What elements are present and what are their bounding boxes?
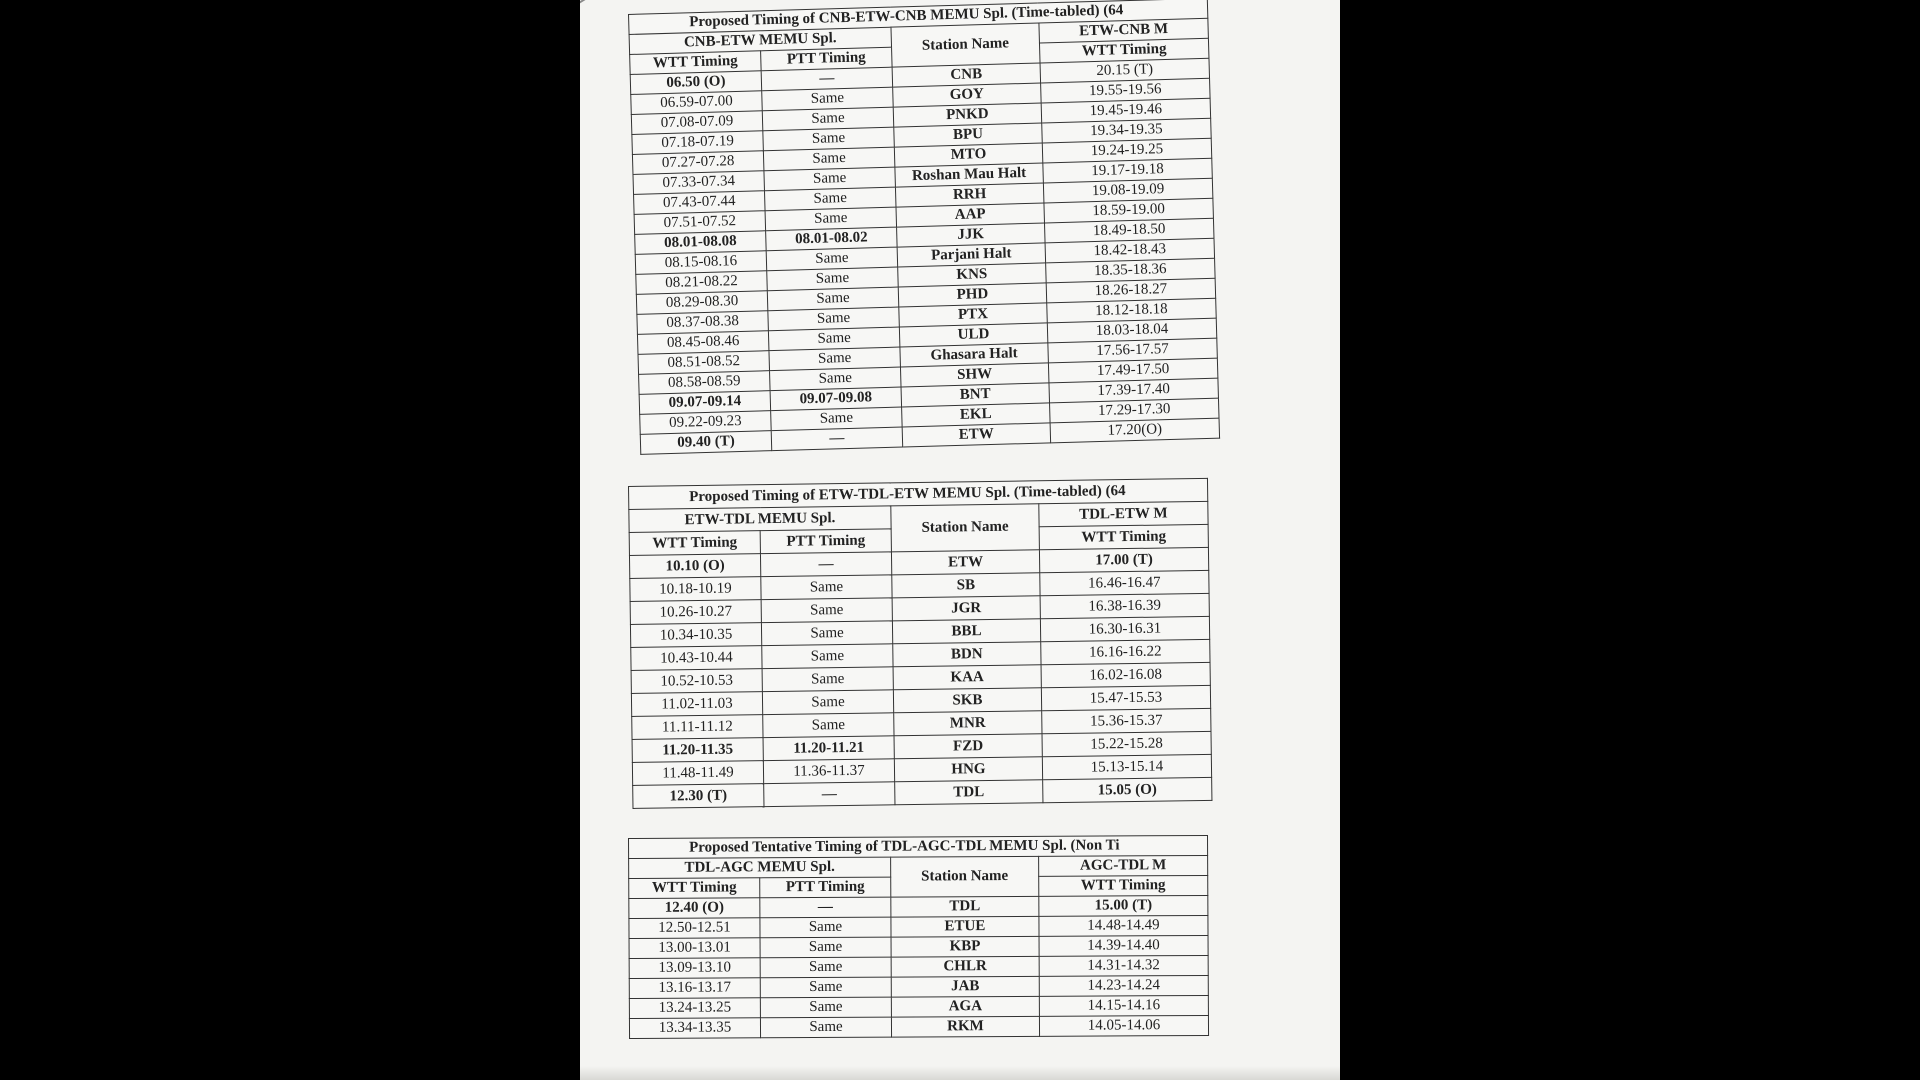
wtt-timing-header: WTT Timing <box>629 878 760 899</box>
ptt-timing-cell: Same <box>762 667 893 692</box>
station-name-cell: FZD <box>894 734 1042 759</box>
wtt-timing-cell: 13.00-13.01 <box>629 938 760 959</box>
station-name-cell: PNKD <box>893 103 1041 127</box>
ptt-timing-cell: Same <box>763 713 894 738</box>
ptt-timing-cell: Same <box>764 167 896 191</box>
ptt-timing-header: PTT Timing <box>761 47 893 71</box>
right-wtt-timing-header: WTT Timing <box>1039 875 1208 896</box>
timetable-1 <box>628 0 1220 455</box>
wtt-timing-cell: 11.48-11.49 <box>632 761 763 786</box>
wtt-timing-cell: 08.21-08.22 <box>636 271 768 295</box>
return-wtt-timing-cell: 18.26-18.27 <box>1046 278 1216 303</box>
wtt-timing-cell: 10.26-10.27 <box>630 600 761 625</box>
return-wtt-timing-cell: 16.46-16.47 <box>1040 570 1209 595</box>
ptt-timing-cell: Same <box>764 187 896 211</box>
return-wtt-timing-cell: 18.35-18.36 <box>1046 258 1216 283</box>
return-wtt-timing-cell: 14.05-14.06 <box>1039 1015 1208 1036</box>
timetable-2 <box>628 478 1212 809</box>
ptt-timing-cell: Same <box>766 247 898 271</box>
ptt-timing-header: PTT Timing <box>760 877 891 898</box>
return-wtt-timing-cell: 15.13-15.14 <box>1042 754 1211 779</box>
ptt-timing-cell: Same <box>762 644 893 669</box>
return-wtt-timing-cell: 16.16-16.22 <box>1041 639 1210 664</box>
table-title: Proposed Tentative Timing of TDL-AGC-TDL MEMU Spl. (Non Ti <box>629 835 1208 858</box>
ptt-timing-cell: 08.01-08.02 <box>766 227 898 251</box>
station-name-cell: BDN <box>893 642 1041 667</box>
station-name-cell: ETW <box>891 550 1039 575</box>
ptt-timing-cell: 11.36-11.37 <box>763 759 894 784</box>
return-wtt-timing-cell: 16.30-16.31 <box>1040 616 1209 641</box>
ptt-timing-cell: Same <box>761 598 892 623</box>
ptt-timing-cell: Same <box>763 147 895 171</box>
wtt-timing-cell: 08.29-08.30 <box>636 291 768 315</box>
right-train-name: ETW-CNB M <box>1039 18 1209 43</box>
wtt-timing-cell: 07.08-07.09 <box>631 111 763 135</box>
return-wtt-timing-cell: 18.42-18.43 <box>1045 238 1215 263</box>
wtt-timing-cell: 10.18-10.19 <box>630 577 761 602</box>
return-wtt-timing-cell: 17.49-17.50 <box>1048 358 1218 383</box>
page-bottom-shadow <box>580 1066 1340 1080</box>
left-train-name: CNB-ETW MEMU Spl. <box>629 27 891 54</box>
wtt-timing-cell: 09.07-09.14 <box>639 391 771 415</box>
return-wtt-timing-cell: 14.15-14.16 <box>1039 995 1208 1016</box>
return-wtt-timing-cell: 19.24-19.25 <box>1042 138 1212 163</box>
return-wtt-timing-cell: 18.49-18.50 <box>1044 218 1214 243</box>
station-name-header: Station Name <box>891 23 1040 67</box>
wtt-timing-cell: 13.24-13.25 <box>629 998 760 1019</box>
wtt-timing-cell: 08.45-08.46 <box>637 331 769 355</box>
ptt-timing-cell: Same <box>760 977 891 998</box>
wtt-timing-cell: 10.43-10.44 <box>631 646 762 671</box>
right-wtt-timing-header: WTT Timing <box>1039 38 1209 63</box>
return-wtt-timing-cell: 18.59-19.00 <box>1044 198 1214 223</box>
timetable-3 <box>628 835 1209 1039</box>
scanned-document-page <box>580 0 1340 1080</box>
station-name-cell: BBL <box>892 619 1040 644</box>
wtt-timing-cell: 06.59-07.00 <box>631 91 763 115</box>
return-wtt-timing-cell: 19.55-19.56 <box>1040 78 1210 103</box>
ptt-timing-cell: — <box>760 897 891 918</box>
station-name-cell: EKL <box>902 403 1050 427</box>
station-name-cell: SHW <box>900 363 1048 387</box>
ptt-timing-cell: Same <box>771 407 903 431</box>
return-wtt-timing-cell: 14.23-14.24 <box>1039 975 1208 996</box>
return-wtt-timing-cell: 17.20(O) <box>1050 418 1220 443</box>
ptt-timing-cell: — <box>761 67 893 91</box>
wtt-timing-cell: 08.01-08.08 <box>635 231 767 255</box>
wtt-timing-cell: 07.18-07.19 <box>632 131 764 155</box>
return-wtt-timing-cell: 16.38-16.39 <box>1040 593 1209 618</box>
wtt-timing-cell: 06.50 (O) <box>630 71 762 95</box>
ptt-timing-cell: Same <box>768 307 900 331</box>
station-name-cell: KAA <box>893 665 1041 690</box>
return-wtt-timing-cell: 20.15 (T) <box>1040 58 1210 83</box>
return-wtt-timing-cell: 14.48-14.49 <box>1039 915 1208 936</box>
return-wtt-timing-cell: 19.17-19.18 <box>1043 158 1213 183</box>
station-name-header: Station Name <box>891 504 1040 552</box>
return-wtt-timing-cell: 15.22-15.28 <box>1042 731 1211 756</box>
station-name-cell: PTX <box>899 303 1047 327</box>
ptt-timing-cell: Same <box>767 267 899 291</box>
station-name-cell: SKB <box>893 688 1041 713</box>
ptt-timing-cell: Same <box>769 347 901 371</box>
return-wtt-timing-cell: 17.39-17.40 <box>1049 378 1219 403</box>
right-train-name: AGC-TDL M <box>1039 855 1208 876</box>
station-name-cell: RRH <box>895 183 1043 207</box>
right-train-name: TDL-ETW M <box>1039 501 1208 526</box>
return-wtt-timing-cell: 19.34-19.35 <box>1042 118 1212 143</box>
return-wtt-timing-cell: 16.02-16.08 <box>1041 662 1210 687</box>
station-name-cell: ULD <box>899 323 1047 347</box>
ptt-timing-cell: Same <box>762 690 893 715</box>
wtt-timing-cell: 08.58-08.59 <box>639 371 771 395</box>
ptt-timing-cell: Same <box>763 127 895 151</box>
ptt-timing-cell: Same <box>765 207 897 231</box>
station-name-cell: Ghasara Halt <box>900 343 1048 367</box>
wtt-timing-cell: 11.02-11.03 <box>631 692 762 717</box>
station-name-cell: AAP <box>896 203 1044 227</box>
station-name-cell: JAB <box>891 976 1039 997</box>
left-train-name: ETW-TDL MEMU Spl. <box>629 506 891 533</box>
station-name-header: Station Name <box>891 856 1039 897</box>
station-name-cell: CHLR <box>891 956 1039 977</box>
ptt-timing-cell: Same <box>761 621 892 646</box>
return-wtt-timing-cell: 15.05 (O) <box>1043 777 1212 802</box>
station-name-cell: MTO <box>894 143 1042 167</box>
ptt-timing-cell: Same <box>770 367 902 391</box>
wtt-timing-cell: 13.16-13.17 <box>629 978 760 999</box>
ptt-timing-header: PTT Timing <box>760 529 891 554</box>
wtt-timing-header: WTT Timing <box>630 51 762 75</box>
ptt-timing-cell: — <box>771 427 903 451</box>
wtt-timing-cell: 12.30 (T) <box>633 784 764 809</box>
ptt-timing-cell: — <box>764 782 895 807</box>
station-name-cell: PHD <box>898 283 1046 307</box>
wtt-timing-cell: 08.51-08.52 <box>638 351 770 375</box>
station-name-cell: SB <box>892 573 1040 598</box>
wtt-timing-cell: 13.34-13.35 <box>629 1018 760 1039</box>
wtt-timing-cell: 07.43-07.44 <box>634 191 766 215</box>
wtt-timing-cell: 11.11-11.12 <box>632 715 763 740</box>
return-wtt-timing-cell: 17.29-17.30 <box>1049 398 1219 423</box>
ptt-timing-cell: 09.07-09.08 <box>770 387 902 411</box>
station-name-cell: BNT <box>901 383 1049 407</box>
ptt-timing-cell: Same <box>760 957 891 978</box>
ptt-timing-cell: Same <box>768 327 900 351</box>
ptt-timing-cell: Same <box>760 997 891 1018</box>
wtt-timing-cell: 09.22-09.23 <box>640 411 772 435</box>
station-name-cell: ETW <box>902 423 1050 447</box>
wtt-timing-cell: 07.27-07.28 <box>632 151 764 175</box>
return-wtt-timing-cell: 19.08-19.09 <box>1043 178 1213 203</box>
wtt-timing-cell: 13.09-13.10 <box>629 958 760 979</box>
ptt-timing-cell: — <box>760 552 891 577</box>
station-name-cell: CNB <box>892 63 1040 87</box>
station-name-cell: Roshan Mau Halt <box>895 163 1043 187</box>
right-wtt-timing-header: WTT Timing <box>1039 524 1208 549</box>
wtt-timing-cell: 11.20-11.35 <box>632 738 763 763</box>
station-name-cell: BPU <box>894 123 1042 147</box>
station-name-cell: HNG <box>894 757 1042 782</box>
wtt-timing-header: WTT Timing <box>629 531 760 556</box>
return-wtt-timing-cell: 14.31-14.32 <box>1039 955 1208 976</box>
ptt-timing-cell: Same <box>762 107 894 131</box>
station-name-cell: TDL <box>895 780 1043 805</box>
table-title: Proposed Timing of CNB-ETW-CNB MEMU Spl. (Time-tabled) (64 <box>629 0 1208 34</box>
ptt-timing-cell: Same <box>767 287 899 311</box>
wtt-timing-cell: 10.10 (O) <box>629 554 760 579</box>
return-wtt-timing-cell: 15.00 (T) <box>1039 895 1208 916</box>
ptt-timing-cell: Same <box>760 937 891 958</box>
return-wtt-timing-cell: 14.39-14.40 <box>1039 935 1208 956</box>
wtt-timing-cell: 08.37-08.38 <box>637 311 769 335</box>
return-wtt-timing-cell: 18.03-18.04 <box>1047 318 1217 343</box>
return-wtt-timing-cell: 17.56-17.57 <box>1048 338 1218 363</box>
return-wtt-timing-cell: 15.36-15.37 <box>1042 708 1211 733</box>
station-name-cell: ETUE <box>891 916 1039 937</box>
wtt-timing-cell: 07.33-07.34 <box>633 171 765 195</box>
table-title: Proposed Timing of ETW-TDL-ETW MEMU Spl. (Time-tabled) (64 <box>629 478 1208 509</box>
wtt-timing-cell: 08.15-08.16 <box>635 251 767 275</box>
wtt-timing-cell: 12.50-12.51 <box>629 918 760 939</box>
station-name-cell: KBP <box>891 936 1039 957</box>
wtt-timing-cell: 09.40 (T) <box>640 431 772 455</box>
ptt-timing-cell: Same <box>760 917 891 938</box>
return-wtt-timing-cell: 15.47-15.53 <box>1041 685 1210 710</box>
station-name-cell: AGA <box>891 996 1039 1017</box>
station-name-cell: JJK <box>897 223 1045 247</box>
return-wtt-timing-cell: 19.45-19.46 <box>1041 98 1211 123</box>
ptt-timing-cell: Same <box>761 575 892 600</box>
table-row <box>629 1015 1208 1038</box>
left-train-name: TDL-AGC MEMU Spl. <box>629 857 891 878</box>
station-name-cell: GOY <box>893 83 1041 107</box>
return-wtt-timing-cell: 17.00 (T) <box>1039 547 1208 572</box>
wtt-timing-cell: 10.34-10.35 <box>630 623 761 648</box>
station-name-cell: RKM <box>891 1016 1039 1037</box>
station-name-cell: JGR <box>892 596 1040 621</box>
ptt-timing-cell: Same <box>760 1017 891 1038</box>
return-wtt-timing-cell: 18.12-18.18 <box>1047 298 1217 323</box>
ptt-timing-cell: Same <box>762 87 894 111</box>
wtt-timing-cell: 10.52-10.53 <box>631 669 762 694</box>
station-name-cell: TDL <box>891 896 1039 917</box>
wtt-timing-cell: 07.51-07.52 <box>634 211 766 235</box>
station-name-cell: MNR <box>894 711 1042 736</box>
wtt-timing-cell: 12.40 (O) <box>629 898 760 919</box>
station-name-cell: KNS <box>898 263 1046 287</box>
station-name-cell: Parjani Halt <box>897 243 1045 267</box>
ptt-timing-cell: 11.20-11.21 <box>763 736 894 761</box>
